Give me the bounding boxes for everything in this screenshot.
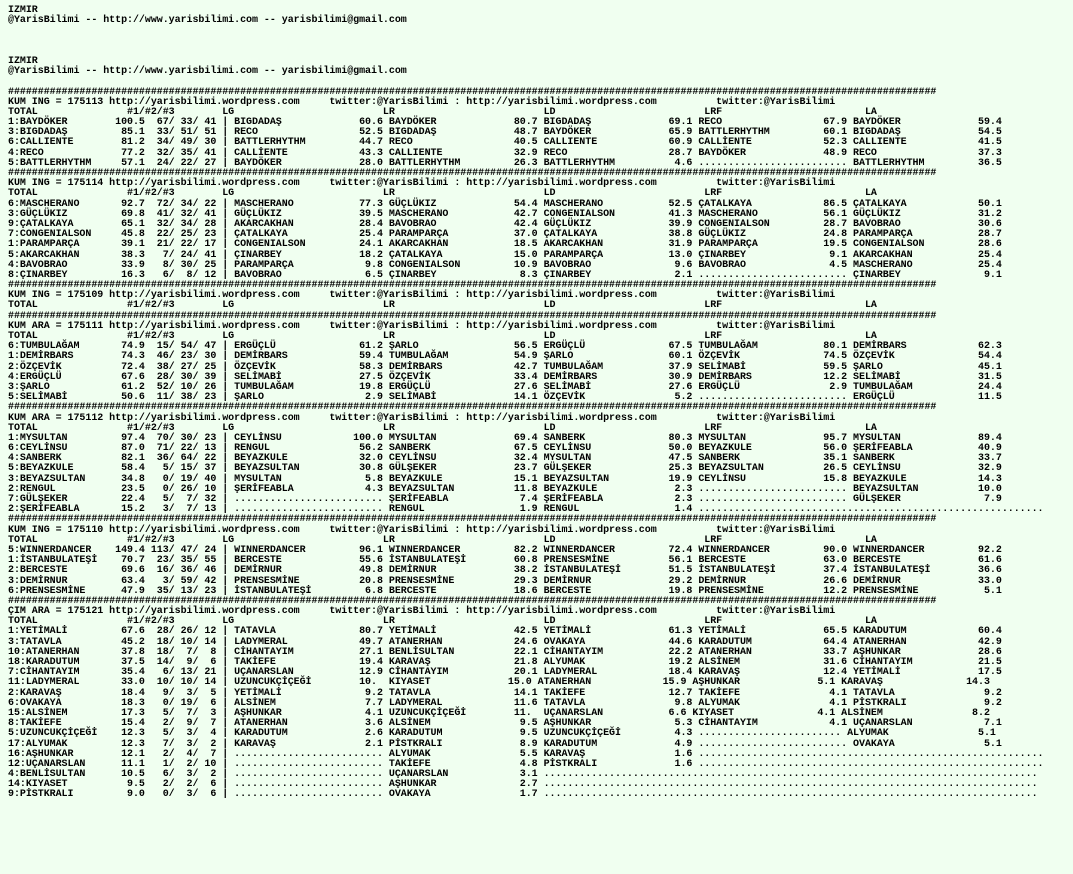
text-line: ############################################################################################################################################################: [8, 310, 937, 322]
text-line: 12:UÇANARSLAN 11.1 1/ 2/ 10 | ......................... TAKİEFE 4.8 PİSTKRALI 1.6 ..........................................................: [8, 758, 1044, 770]
text-line: 9:PİSTKRALI 9.0 0/ 3/ 6 | ......................... OVAKAYA 1.7 ...................................................................................: [8, 789, 1038, 801]
text-line: IZMIR: [8, 5, 38, 16]
text-line: 4:BAVOBRAO 33.9 8/ 30/ 25 | PARAMPARÇA 9.8 CONGENIALSON 10.9 BAVOBRAO 9.6 BAVOBRAO 4.5 MASCHERANO 25.4: [8, 259, 1002, 271]
text-line: 1:İSTANBULATEŞİ 70.7 23/ 35/ 55 | BERCESTE 55.6 İSTANBULATEŞİ 60.8 PRENSESMİNE 56.1 BERCESTE 63.0 BERCESTE 61.6: [8, 555, 1002, 567]
text-line: 2:KARAVAŞ 18.4 9/ 3/ 5 | YETİMALİ 9.2 TATAVLA 14.1 TAKİEFE 12.7 TAKİEFE 4.1 TATAVLA 9.2: [8, 687, 1002, 699]
text-line: 6:CEYLİNSU 87.0 71/ 22/ 13 | RENGUL 56.2 SANBERK 67.5 CEYLİNSU 50.0 BEYAZKULE 56.0 ŞERİFEABLA 40.9: [8, 443, 1002, 455]
text-line: ############################################################################################################################################################: [8, 402, 937, 414]
text-line: 10:ATANERHAN 37.8 18/ 7/ 8 | CİHANTAYIM 27.1 BENLİSULTAN 22.1 CİHANTAYIM 22.2 ATANERHAN 33.7 AŞHUNKAR 28.6: [8, 646, 1002, 658]
text-line: [8, 37, 1073, 47]
text-line: 5:WINNERDANCER 149.4 113/ 47/ 24 | WINNERDANCER 96.1 WINNERDANCER 82.2 WINNERDANCER 72.4 WINNERDANCER 90.0 WINNERDANCER 92.2: [8, 544, 1002, 556]
text-line: 1:MYSULTAN 97.4 70/ 30/ 23 | CEYLİNSU 100.0 MYSULTAN 69.4 SANBERK 80.3 MYSULTAN 95.7 MYSULTAN 89.4: [8, 432, 1002, 444]
text-line: 17:ALYUMAK 12.3 7/ 3/ 2 | KARAVAŞ 2.1 PİSTKRALI 8.9 KARADUTUM 4.9 ......................... OVAKAYA 5.1: [8, 738, 1002, 750]
text-line: 1:YETİMALİ 67.6 28/ 26/ 12 | TATAVLA 80.7 YETİMALİ 42.5 YETİMALİ 61.3 YETİMALİ 65.5 KARADUTUM 60.4: [8, 626, 1002, 638]
text-line: KUM ARA = 175111 http://yarisbilimi.wordpress.com twitter:@YarisBilimi : http://yarisbilimi.wordpress.com twitter:@YarisBilimi: [8, 320, 836, 332]
text-line: 4:BENLİSULTAN 10.5 6/ 3/ 2 | ......................... UÇANARSLAN 3.1 ...................................................................................: [8, 769, 1038, 781]
text-line: 6:TUMBULAĞAM 74.9 15/ 54/ 47 | ERGÜÇLÜ 61.2 ŞARLO 56.5 ERGÜÇLÜ 67.5 TUMBULAĞAM 80.1 DEMİRBARS 62.3: [8, 341, 1002, 353]
text-line: ############################################################################################################################################################: [8, 280, 937, 292]
text-line: 6:MASCHERANO 92.7 72/ 34/ 22 | MASCHERANO 77.3 GÜÇLÜKIZ 54.4 MASCHERANO 52.5 ÇATALKAYA 86.5 ÇATALKAYA 50.1: [8, 198, 1002, 210]
text-line: TOTAL #1/#2/#3 LG LR LD LRF LA: [8, 616, 877, 628]
text-line: 3:ŞARLO 61.2 52/ 10/ 26 | TUMBULAĞAM 19.8 ERGÜÇLÜ 27.6 SELİMABİ 27.6 ERGÜÇLÜ 2.9 TUMBULAĞAM 24.4: [8, 381, 1002, 393]
text-line: 5:BEYAZKULE 58.4 5/ 15/ 37 | BEYAZSULTAN 30.8 GÜLŞEKER 23.7 GÜLŞEKER 25.3 BEYAZSULTAN 26.5 CEYLİNSU 32.9: [8, 463, 1002, 475]
text-line: TOTAL #1/#2/#3 LG LR LD LRF LA: [8, 106, 877, 118]
text-line: 7:CİHANTAYIM 35.4 6/ 13/ 21 | UÇANARSLAN 12.9 CİHANTAYIM 20.1 LADYMERAL 18.4 KARAVAŞ 12.4 YETİMALİ 17.5: [8, 667, 1002, 679]
text-line: TOTAL #1/#2/#3 LG LR LD LRF LA: [8, 300, 877, 312]
text-line: TOTAL #1/#2/#3 LG LR LD LRF LA: [8, 422, 877, 434]
text-line: 2:ŞERİFEABLA 15.2 3/ 7/ 13 | ......................... RENGUL 1.9 RENGUL 1.4 ..........................................................: [8, 504, 1044, 516]
text-line: 2:BERCESTE 69.6 16/ 36/ 46 | DEMİRNUR 49.8 DEMİRNUR 38.2 İSTANBULATEŞİ 51.5 İSTANBULATEŞİ 37.4 İSTANBULATEŞİ 36.6: [8, 565, 1002, 577]
text-line: KUM ING = 175113 http://yarisbilimi.wordpress.com twitter:@YarisBilimi : http://yarisbilimi.wordpress.com twitter:@YarisBilimi: [8, 96, 836, 108]
text-line: 6:OVAKAYA 18.3 0/ 19/ 6 | ALSİNEM 7.7 LADYMERAL 11.6 TATAVLA 9.8 ALYUMAK 4.1 PİSTKRALI 9.2: [8, 697, 1002, 709]
text-line: [8, 77, 1073, 87]
text-line: IZMIR: [8, 55, 38, 67]
text-line: KUM ING = 175109 http://yarisbilimi.wordpress.com twitter:@YarisBilimi : http://yarisbilimi.wordpress.com twitter:@YarisBilimi: [8, 290, 836, 302]
text-line: 2:RENGUL 23.5 0/ 26/ 10 | ŞERİFEABLA 4.3 BEYAZSULTAN 11.8 BEYAZKULE 2.3 ......................... BEYAZSULTAN 10.0: [8, 483, 1002, 495]
text-line: 1:PARAMPARÇA 39.1 21/ 22/ 17 | CONGENIALSON 24.1 AKARCAKHAN 18.5 AKARCAKHAN 31.9 PARAMPARÇA 19.5 CONGENIALSON 28.6: [8, 239, 1002, 251]
text-line: TOTAL #1/#2/#3 LG LR LD LRF LA: [8, 534, 877, 546]
text-line: 5:BATTLERHYTHM 57.1 24/ 22/ 27 | BAYDÖKER 28.0 BATTLERHYTHM 26.3 BATTLERHYTHM 4.6 ......................... BATTLERHYTHM 36.5: [8, 157, 1002, 169]
text-line: 8:ÇINARBEY 16.3 6/ 8/ 12 | BAVOBRAO 6.5 ÇINARBEY 8.3 ÇINARBEY 2.1 ......................... ÇINARBEY 9.1: [8, 269, 1002, 281]
text-line: 1:DEMİRBARS 74.3 46/ 23/ 30 | DEMİRBARS 59.4 TUMBULAĞAM 54.9 ŞARLO 60.1 ÖZÇEVİK 74.5 ÖZÇEVİK 54.4: [8, 351, 1002, 363]
text-line: 18:KARADUTUM 37.5 14/ 9/ 6 | TAKİEFE 19.4 KARAVAŞ 21.8 ALYUMAK 19.2 ALSİNEM 31.6 CİHANTAYIM 21.5: [8, 657, 1002, 668]
text-line: KUM ING = 175110 http://yarisbilimi.wordpress.com twitter:@YarisBilimi : http://yarisbilimi.wordpress.com twitter:@YarisBilimi: [8, 524, 836, 536]
text-line: 3:BEYAZSULTAN 34.8 0/ 19/ 40 | MYSULTAN 5.8 BEYAZKULE 15.1 BEYAZSULTAN 19.9 CEYLİNSU 15.8 BEYAZKULE 14.3: [8, 473, 1002, 485]
text-line: 3:BIGDADAŞ 85.1 33/ 51/ 51 | RECO 52.5 BIGDADAŞ 48.7 BAYDÖKER 65.9 BATTLERHYTHM 60.1 BIGDADAŞ 54.5: [8, 127, 1002, 139]
text-line: 3:TATAVLA 45.2 18/ 10/ 14 | LADYMERAL 49.7 ATANERHAN 24.6 OVAKAYA 44.6 KARADUTUM 64.4 ATANERHAN 42.9: [8, 636, 1002, 648]
text-line: 4:SANBERK 82.1 36/ 64/ 22 | BEYAZKULE 32.0 CEYLİNSU 32.4 MYSULTAN 47.5 SANBERK 35.1 SANBERK 33.7: [8, 453, 1002, 465]
text-line: 11:LADYMERAL 33.0 10/ 10/ 14 | UZUNCUKÇİÇEĞİ 10. KIYASET 15.0 ATANERHAN 15.9 AŞHUNKAR 5.1 KARAVAŞ 14.3: [8, 677, 990, 689]
text-line: @YarisBilimi -- http://www.yarisbilimi.com -- yarisbilimi@gmail.com: [8, 15, 407, 27]
text-line: 8:TAKİEFE 15.4 2/ 9/ 7 | ATANERHAN 3.6 ALSİNEM 9.5 AŞHUNKAR 5.3 CİHANTAYIM 4.1 UÇANARSLAN 7.1: [8, 718, 1002, 730]
text-line: KUM ARA = 175112 http://yarisbilimi.wordpress.com twitter:@YarisBilimi : http://yarisbilimi.wordpress.com twitter:@YarisBilimi: [8, 412, 836, 424]
text-line: TOTAL #1/#2/#3 LG LR LD LRF LA: [8, 331, 877, 342]
text-line: 2:ÖZÇEVİK 72.4 38/ 27/ 25 | ÖZÇEVİK 58.3 DEMİRBARS 42.7 TUMBULAĞAM 37.9 SELİMABİ 59.5 ŞARLO 45.1: [8, 361, 1002, 373]
text-line: 14:KIYASET 9.5 2/ 2/ 6 | ......................... AŞHUNKAR 2.7 ...................................................................................: [8, 779, 1038, 791]
text-line: 16:AŞHUNKAR 12.1 2/ 4/ 7 | ......................... ALYUMAK 5.5 KARAVAŞ 1.6 ..........................................................: [8, 748, 1044, 760]
text-line: 5:UZUNCUKÇİÇEĞİ 12.3 5/ 3/ 4 | KARADUTUM 2.6 KARADUTUM 9.5 UZUNCUKÇİÇEĞİ 4.3 ........................ ALYUMAK 5.1: [8, 728, 996, 740]
text-line: @YarisBilimi -- http://www.yarisbilimi.com -- yarisbilimi@gmail.com: [8, 66, 407, 78]
text-line: [8, 47, 1073, 57]
text-line: [8, 26, 1073, 36]
text-line: KUM ING = 175114 http://yarisbilimi.wordpress.com twitter:@YarisBilimi : http://yarisbilimi.wordpress.com twitter:@YarisBilimi: [8, 178, 836, 190]
text-line: 6:CALLIENTE 81.2 34/ 49/ 30 | BATTLERHYTHM 44.7 RECO 40.5 CALLIENTE 60.9 CALLİENTE 52.3 CALLIENTE 41.5: [8, 137, 1002, 149]
text-line: 7:CONGENIALSON 45.8 22/ 25/ 23 | ÇATALKAYA 25.4 PARAMPARÇA 37.0 ÇATALKAYA 38.8 GÜÇLÜKIZ 24.8 PARAMPARÇA 28.7: [8, 229, 1002, 241]
text-line: TOTAL #1/#2/#3 LG LR LD LRF LA: [8, 188, 877, 200]
text-line: ############################################################################################################################################################: [8, 514, 937, 526]
text-line: 4:RECO 77.2 32/ 35/ 41 | CALLİENTE 43.3 CALLIENTE 32.9 RECO 28.7 BAYDÖKER 48.9 RECO 37.3: [8, 147, 1002, 159]
text-line: 4:ERGÜÇLÜ 67.6 28/ 30/ 39 | SELİMABİ 27.5 ÖZÇEVİK 33.4 DEMİRBARS 30.9 DEMİRBARS 12.2 SELİMABİ 31.5: [8, 371, 1002, 383]
text-line: ############################################################################################################################################################: [8, 595, 937, 607]
text-line: 3:GÜÇLÜKIZ 69.8 41/ 32/ 41 | GÜÇLÜKIZ 39.5 MASCHERANO 42.7 CONGENIALSON 41.3 MASCHERANO 56.1 GÜÇLÜKIZ 31.2: [8, 208, 1002, 220]
text-line: 5:SELİMABİ 50.6 11/ 38/ 23 | ŞARLO 2.9 SELİMABİ 14.1 ÖZÇEVİK 5.2 ......................... ERGÜÇLÜ 11.5: [8, 392, 1002, 404]
text-line: ÇIM ARA = 175121 http://yarisbilimi.wordpress.com twitter:@YarisBilimi : http://yarisbilimi.wordpress.com twitter:@YarisBilimi: [8, 606, 836, 618]
text-line: 15:ALSİNEM 17.3 5/ 7/ 3 | AŞHUNKAR 4.1 UZUNCUKÇİÇEĞİ 11. UÇANARSLAN 6.6 KIYASET 4.1 ALSİNEM 8.2: [8, 707, 990, 719]
text-line: 1:BAYDÖKER 100.5 67/ 33/ 41 | BIGDADAŞ 60.6 BAYDÖKER 80.7 BIGDADAŞ 69.1 RECO 67.9 BAYDÖKER 59.4: [8, 117, 1002, 129]
text-line: ############################################################################################################################################################: [8, 86, 937, 98]
text-line: 3:DEMİRNUR 63.4 3/ 59/ 42 | PRENSESMİNE 20.8 PRENSESMİNE 29.3 DEMİRNUR 29.2 DEMİRNUR 26.6 DEMİRNUR 33.0: [8, 575, 1002, 587]
text-line: 6:PRENSESMİNE 47.9 35/ 13/ 23 | İSTANBULATEŞİ 6.8 BERCESTE 18.6 BERCESTE 19.8 PRENSESMİNE 12.2 PRENSESMİNE 5.1: [8, 585, 1002, 597]
text-line: ############################################################################################################################################################: [8, 168, 937, 179]
text-line: 9:ÇATALKAYA 65.1 32/ 34/ 28 | AKARCAKHAN 28.4 BAVOBRAO 42.4 GÜÇLÜKIZ 39.9 CONGENIALSON 28.7 BAVOBRAO 30.6: [8, 218, 1002, 230]
text-line: 5:AKARCAKHAN 38.3 7/ 24/ 41 | ÇINARBEY 18.2 ÇATALKAYA 15.0 PARAMPARÇA 13.0 ÇINARBEY 9.1 AKARCAKHAN 25.4: [8, 249, 1002, 261]
text-line: 7:GÜLŞEKER 22.4 5/ 7/ 32 | ......................... ŞERİFEABLA 7.4 ŞERİFEABLA 2.3 ......................... GÜLŞEKER 7.9: [8, 494, 1002, 505]
